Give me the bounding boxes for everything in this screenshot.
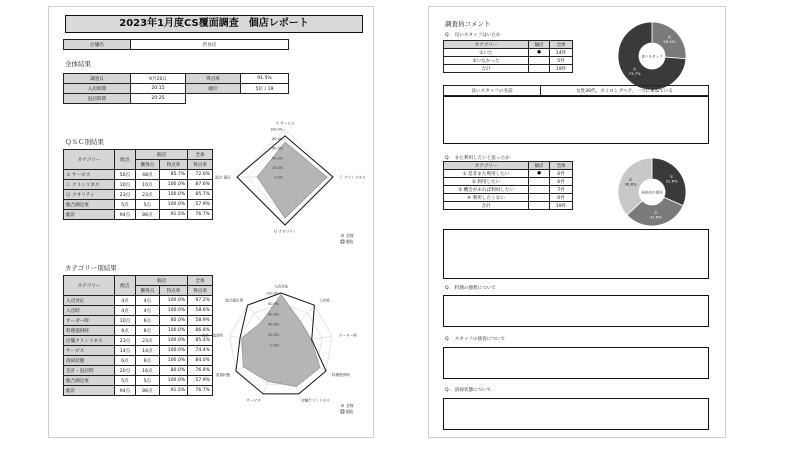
row-points: 14点 bbox=[115, 346, 136, 356]
radar-tick-label: 100.0% bbox=[270, 127, 283, 132]
row-all-rate: 58.9% bbox=[188, 316, 213, 326]
pie-slice-label: 26.3% bbox=[663, 39, 676, 45]
radar-tick-label: 60.0% bbox=[272, 146, 283, 151]
col-store: 個店 bbox=[529, 162, 550, 170]
row-rate: 91.5% bbox=[159, 386, 187, 396]
row-rate: 100.0% bbox=[159, 296, 187, 306]
col-category: カテゴリー bbox=[64, 276, 115, 296]
col-rate: 得点率 bbox=[159, 160, 187, 170]
radar-axis-label: Ｑ クオリティ bbox=[273, 229, 297, 234]
q5-question: Q. 清掃状態について bbox=[445, 388, 492, 393]
row-score: 4点 bbox=[136, 296, 160, 306]
radar-series-all bbox=[257, 142, 327, 218]
group-all: 全体 bbox=[188, 150, 213, 160]
empty-cell bbox=[186, 94, 241, 104]
overall-value: 5位 / 19 bbox=[241, 84, 289, 94]
row-rate: 80.0% bbox=[159, 366, 187, 376]
table-row bbox=[64, 326, 213, 336]
row-points: 20点 bbox=[115, 366, 136, 376]
radar-axis-label: 入店時 bbox=[318, 298, 330, 303]
overall-key: 調査日 bbox=[64, 74, 131, 84]
overall-key: 退店時間 bbox=[64, 94, 131, 104]
row-mark: ● bbox=[529, 170, 550, 178]
row-category: 入店時 bbox=[64, 306, 115, 316]
radar-tick-label: 20.0% bbox=[272, 165, 283, 170]
row-all-rate: 74.4% bbox=[188, 346, 213, 356]
radar-tick-label: 80.0% bbox=[268, 301, 279, 306]
row-rate: 100.0% bbox=[159, 336, 187, 346]
table-row bbox=[444, 65, 573, 73]
group-store: 個店 bbox=[136, 150, 188, 160]
radar-axis-label: 総合満足度 bbox=[225, 298, 244, 303]
row-rate: 91.5% bbox=[159, 210, 187, 220]
q3-question: Q. 料理の感想について bbox=[445, 286, 496, 291]
row-all-rate: 58.6% bbox=[188, 306, 213, 316]
row-category: 総計 bbox=[64, 386, 115, 396]
row-option: ②いなかった bbox=[444, 57, 529, 65]
row-rate: 100.0% bbox=[159, 180, 187, 190]
radar-axis-label: オーダー時 bbox=[338, 333, 357, 338]
legend-label-all: 全体 bbox=[346, 403, 354, 408]
row-category: Ｃ クリンリネス bbox=[64, 180, 115, 190]
row-points: 56点 bbox=[115, 170, 136, 180]
pie-slice-label: 36.8% bbox=[624, 181, 637, 187]
radar-tick-label: 80.0% bbox=[272, 137, 283, 142]
overall-value: 9月20日 bbox=[131, 74, 186, 84]
row-all-rate: 85.7% bbox=[188, 190, 213, 200]
radar-axis-label: 店舗クリンリネス bbox=[301, 398, 330, 403]
row-count: 19件 bbox=[550, 202, 573, 210]
table-row bbox=[444, 57, 573, 65]
row-category: 店舗クリンリネス bbox=[64, 336, 115, 346]
col-score: 獲得点 bbox=[136, 286, 160, 296]
row-all-rate: 84.0% bbox=[188, 356, 213, 366]
row-option: 合計 bbox=[444, 65, 529, 73]
row-count: 6件 bbox=[550, 170, 573, 178]
table-row bbox=[64, 296, 213, 306]
row-score: 4点 bbox=[136, 306, 160, 316]
col-store: 個店 bbox=[529, 41, 550, 49]
row-points: 8点 bbox=[115, 326, 136, 336]
row-count: 0件 bbox=[550, 194, 573, 202]
legend-label-store: 個店 bbox=[346, 409, 354, 414]
pie-slice-label: ③ bbox=[628, 177, 633, 183]
report-title: 2023年1月度CS覆面調査 個店レポート bbox=[65, 15, 363, 33]
row-score: 23点 bbox=[136, 336, 160, 346]
report-page-right bbox=[428, 6, 726, 438]
row-points: 4点 bbox=[115, 296, 136, 306]
row-all-rate: 72.6% bbox=[188, 170, 213, 180]
table-row bbox=[64, 386, 213, 396]
table-row bbox=[64, 94, 289, 104]
row-score: 23点 bbox=[136, 190, 160, 200]
col-all: 全体 bbox=[550, 162, 573, 170]
q1-comment-box bbox=[443, 96, 709, 144]
row-all-rate: 57.9% bbox=[188, 376, 213, 386]
row-all-rate: 76.8% bbox=[188, 366, 213, 376]
table-row bbox=[444, 202, 573, 210]
radar-axis-label: 会計・退店時 bbox=[201, 333, 224, 338]
radar-tick-label: 0.0% bbox=[270, 343, 279, 348]
row-score: 8点 bbox=[136, 326, 160, 336]
pie-center-label: 良いスタッフ bbox=[641, 54, 663, 59]
radar-axis-label: サービス bbox=[246, 398, 261, 403]
table-row bbox=[64, 366, 213, 376]
table-row bbox=[64, 356, 213, 366]
store-value: 渋谷店 bbox=[131, 40, 289, 50]
row-score: 5点 bbox=[136, 200, 160, 210]
overall-value: 20:15 bbox=[131, 84, 186, 94]
row-all-rate: 57.9% bbox=[188, 200, 213, 210]
pie-slice-label: ① bbox=[633, 66, 637, 72]
row-category: 入店対応 bbox=[64, 296, 115, 306]
table-row bbox=[444, 178, 573, 186]
legend-label-store: 個店 bbox=[346, 239, 354, 244]
row-mark: ● bbox=[529, 49, 550, 57]
row-all-rate: 87.6% bbox=[188, 180, 213, 190]
table-row bbox=[64, 346, 213, 356]
q2-table bbox=[443, 161, 573, 210]
radar-axis-label: 清掃状態 bbox=[215, 372, 231, 377]
row-category: 料理提供時 bbox=[64, 326, 115, 336]
row-category: 清掃状態 bbox=[64, 356, 115, 366]
staff-value: 女性30代、セミロングヘア、一つに束ねている bbox=[541, 86, 709, 96]
row-category: 会計・退店時 bbox=[64, 366, 115, 376]
row-score: 5点 bbox=[136, 376, 160, 386]
col-points: 配点 bbox=[115, 276, 136, 296]
radar-tick-label: 100.0% bbox=[266, 291, 279, 296]
row-rate: 100.0% bbox=[159, 356, 187, 366]
table-row bbox=[64, 210, 213, 220]
category-table bbox=[63, 275, 213, 396]
row-category: Ｓ サービス bbox=[64, 170, 115, 180]
row-option: ① 是非また利用したい bbox=[444, 170, 529, 178]
store-label: 店舗名 bbox=[64, 40, 131, 50]
row-all-rate: 76.7% bbox=[188, 386, 213, 396]
row-score: 86点 bbox=[136, 210, 160, 220]
store-name-table bbox=[63, 39, 289, 50]
table-row bbox=[64, 306, 213, 316]
pie-slice-label: 31.6% bbox=[649, 214, 662, 220]
table-row bbox=[444, 49, 573, 57]
row-points: 6点 bbox=[115, 356, 136, 366]
col-category: カテゴリー bbox=[444, 162, 529, 170]
row-all-rate: 76.7% bbox=[188, 210, 213, 220]
radar-tick-label: 20.0% bbox=[268, 333, 279, 338]
row-score: 10点 bbox=[136, 180, 160, 190]
row-rate: 100.0% bbox=[159, 326, 187, 336]
row-rate: 100.0% bbox=[159, 190, 187, 200]
group-all: 全体 bbox=[188, 276, 213, 286]
row-points: 4点 bbox=[115, 306, 136, 316]
q1-table bbox=[443, 40, 573, 73]
q5-comment-box bbox=[443, 398, 709, 430]
table-row bbox=[64, 376, 213, 386]
row-mark bbox=[529, 202, 550, 210]
overall-key: 得点率 bbox=[186, 74, 241, 84]
row-category: 総計 bbox=[64, 210, 115, 220]
overall-key: 入店時間 bbox=[64, 84, 131, 94]
overall-table bbox=[63, 73, 289, 104]
row-score: 6点 bbox=[136, 356, 160, 366]
overall-key: 順位 bbox=[186, 84, 241, 94]
table-row bbox=[64, 336, 213, 346]
qsc-table bbox=[63, 149, 213, 220]
row-count: 6件 bbox=[550, 178, 573, 186]
group-store: 個店 bbox=[136, 276, 188, 286]
row-rate: 100.0% bbox=[159, 306, 187, 316]
col-score: 獲得点 bbox=[136, 160, 160, 170]
row-score: 86点 bbox=[136, 386, 160, 396]
category-heading: カテゴリー別結果 bbox=[65, 264, 117, 272]
table-row bbox=[64, 170, 213, 180]
row-category: 総合満足度 bbox=[64, 200, 115, 210]
radar-tick-label: 60.0% bbox=[268, 312, 279, 317]
radar-axis-label: 入店対応 bbox=[273, 284, 289, 289]
row-count: 5件 bbox=[550, 57, 573, 65]
row-option: ② 利用したい bbox=[444, 178, 529, 186]
row-count: 7件 bbox=[550, 186, 573, 194]
legend-swatch-store bbox=[341, 410, 344, 413]
qsc-radar-chart bbox=[215, 119, 369, 249]
legend-swatch-all bbox=[341, 234, 344, 237]
row-option: ④ 利用したくない bbox=[444, 194, 529, 202]
row-all-rate: 86.8% bbox=[188, 326, 213, 336]
col-rate: 得点率 bbox=[188, 286, 213, 296]
qsc-heading: ＱＳＣ別結果 bbox=[65, 138, 104, 146]
row-rate: 100.0% bbox=[159, 346, 187, 356]
row-count: 14件 bbox=[550, 49, 573, 57]
radar-axis-label: Ｓ サービス bbox=[275, 121, 295, 126]
row-category: Ｑ クオリティ bbox=[64, 190, 115, 200]
radar-tick-label: 40.0% bbox=[272, 156, 283, 161]
overall-heading: 全体結果 bbox=[65, 60, 91, 68]
pie-slice-label: ② bbox=[667, 34, 671, 40]
row-points: 23点 bbox=[115, 190, 136, 200]
row-mark bbox=[529, 194, 550, 202]
row-mark bbox=[529, 65, 550, 73]
row-mark bbox=[529, 186, 550, 194]
q2-comment-box bbox=[443, 229, 709, 279]
table-row bbox=[64, 84, 289, 94]
q1-question: Q. 良いスタッフはいたか bbox=[445, 33, 501, 38]
table-row bbox=[444, 194, 573, 202]
staff-label: 良いスタッフの名前 bbox=[444, 86, 541, 96]
table-row bbox=[444, 186, 573, 194]
row-points: 94点 bbox=[115, 386, 136, 396]
pie-slice-label: 73.7% bbox=[628, 71, 641, 77]
pie-slice-label: ② bbox=[654, 209, 658, 215]
radar-axis-label: 総合 満足 bbox=[215, 175, 231, 180]
row-points: 5点 bbox=[115, 376, 136, 386]
row-option: ①いた bbox=[444, 49, 529, 57]
col-rate: 得点率 bbox=[188, 160, 213, 170]
row-mark bbox=[529, 178, 550, 186]
legend-swatch-all bbox=[341, 404, 344, 407]
row-count: 19件 bbox=[550, 65, 573, 73]
row-score: 16点 bbox=[136, 366, 160, 376]
row-option: 合計 bbox=[444, 202, 529, 210]
report-page-left bbox=[48, 6, 374, 438]
q3-comment-box bbox=[443, 295, 709, 327]
staff-name-table bbox=[443, 85, 709, 96]
row-points: 94点 bbox=[115, 210, 136, 220]
legend-label-all: 全体 bbox=[346, 233, 354, 238]
row-rate: 100.0% bbox=[159, 200, 187, 210]
radar-tick-label: 0.0% bbox=[274, 175, 283, 180]
empty-cell bbox=[241, 94, 289, 104]
row-points: 23点 bbox=[115, 336, 136, 346]
row-category: サービス bbox=[64, 346, 115, 356]
q2-question: Q. また利用したいと思ったか bbox=[445, 156, 510, 161]
row-points: 10点 bbox=[115, 180, 136, 190]
col-category: カテゴリー bbox=[444, 41, 529, 49]
row-option: ③ 機会があれば利用したい bbox=[444, 186, 529, 194]
row-rate: 100.0% bbox=[159, 376, 187, 386]
pie-slice-label: 31.6% bbox=[665, 178, 678, 184]
legend-swatch-store bbox=[341, 240, 344, 243]
table-row bbox=[64, 200, 213, 210]
row-category: 総合満足度 bbox=[64, 376, 115, 386]
row-all-rate: 85.4% bbox=[188, 336, 213, 346]
q2-pie-chart bbox=[615, 155, 689, 229]
col-category: カテゴリー bbox=[64, 150, 115, 170]
row-score: 6点 bbox=[136, 316, 160, 326]
row-mark bbox=[529, 57, 550, 65]
q1-pie-chart bbox=[615, 19, 689, 93]
comment-heading: 調査員コメント bbox=[445, 20, 491, 28]
row-points: 10点 bbox=[115, 316, 136, 326]
row-rate: 85.7% bbox=[159, 170, 187, 180]
overall-value: 20:25 bbox=[131, 94, 186, 104]
row-points: 5点 bbox=[115, 200, 136, 210]
col-rate: 得点率 bbox=[159, 286, 187, 296]
row-rate: 60.0% bbox=[159, 316, 187, 326]
row-all-rate: 97.2% bbox=[188, 296, 213, 306]
radar-axis-label: 料理提供時 bbox=[331, 372, 350, 377]
table-row bbox=[444, 170, 573, 178]
overall-value: 91.5% bbox=[241, 74, 289, 84]
pie-center-label: 再来店の意向 bbox=[641, 190, 663, 195]
radar-tick-label: 40.0% bbox=[268, 322, 279, 327]
row-score: 48点 bbox=[136, 170, 160, 180]
table-row bbox=[64, 316, 213, 326]
col-points: 配点 bbox=[115, 150, 136, 170]
q4-comment-box bbox=[443, 347, 709, 379]
col-all: 全体 bbox=[550, 41, 573, 49]
table-row bbox=[64, 74, 289, 84]
table-row bbox=[64, 180, 213, 190]
q4-question: Q. スタッフの接客について bbox=[445, 337, 506, 342]
row-score: 14点 bbox=[136, 346, 160, 356]
radar-axis-label: Ｃ クリンリネス bbox=[339, 175, 366, 180]
row-category: オーダー時 bbox=[64, 316, 115, 326]
pie-slice-label: ① bbox=[669, 173, 674, 179]
table-row bbox=[64, 190, 213, 200]
